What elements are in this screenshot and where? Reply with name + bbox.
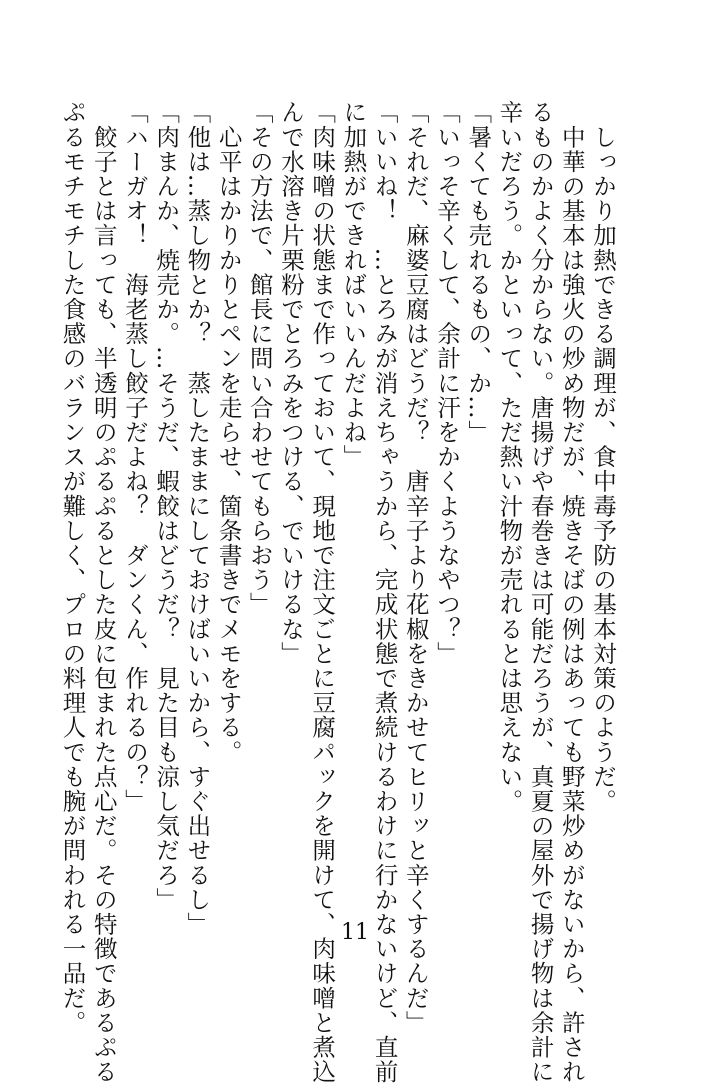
text-line: んで水溶き片栗粉でとろみをつける、でいけるな」	[276, 100, 305, 666]
text-line: 「その方法で、館長に問い合わせてもらおう」	[245, 100, 274, 617]
text-line: 「それだ、麻婆豆腐はどうだ？ 唐辛子より花椒をきかせてヒリッと辛くするんだ」	[401, 100, 430, 1035]
text-line: 中華の基本は強火の炒め物だが、焼きそばの例はあっても野菜炒めがないから、許され	[557, 100, 586, 1084]
text-line: 「いっそ辛くして、余計に汗をかくようなやつ？」	[432, 100, 461, 666]
text-line: しっかり加熱できる調理が、食中毒予防の基本対策のようだ。	[589, 100, 617, 814]
text-line: 辛いだろう。かといって、ただ熱い汁物が売れるとは思えない。	[495, 100, 524, 814]
text-line: に加熱ができればいいんだよね」	[339, 100, 368, 469]
text-line: ぷるモチモチした食感のバランスが難しく、プロの料理人でも腕が問われる一品だ。	[58, 100, 87, 1035]
text-line: るものかよく分からない。唐揚げや春巻きは可能だろうが、真夏の屋外で揚げ物は余計に	[526, 100, 555, 1084]
page-number: 11	[341, 920, 369, 945]
text-line: 「暑くても売れるもの、か…」	[464, 100, 493, 445]
text-line: 心平はかりかりとペンを走らせ、箇条書きでメモをする。	[214, 100, 243, 765]
text-line: 餃子とは言っても、半透明のぷるぷるとした皮に包まれた点心だ。その特徴であるぷる	[89, 100, 118, 1084]
text-line: 「ハーガオ！ 海老蒸し餃子だよね？ ダンくん、作れるの？」	[120, 100, 149, 814]
text-line: 「肉味噌の状態まで作っておいて、現地で注文ごとに豆腐パックを開けて、肉味噌と煮込	[308, 100, 337, 1084]
text-line: 「いいね！ …とろみが消えちゃうから、完成状態で煮続けるわけに行かないけど、直前	[370, 100, 399, 1084]
text-line: 「肉まんか、焼売か。…そうだ、蝦餃はどうだ？ 見た目も涼し気だろ」	[152, 100, 181, 912]
text-line: 「他は…蒸し物とか？ 蒸したままにしておけばいいから、すぐ出せるし」	[183, 100, 212, 937]
